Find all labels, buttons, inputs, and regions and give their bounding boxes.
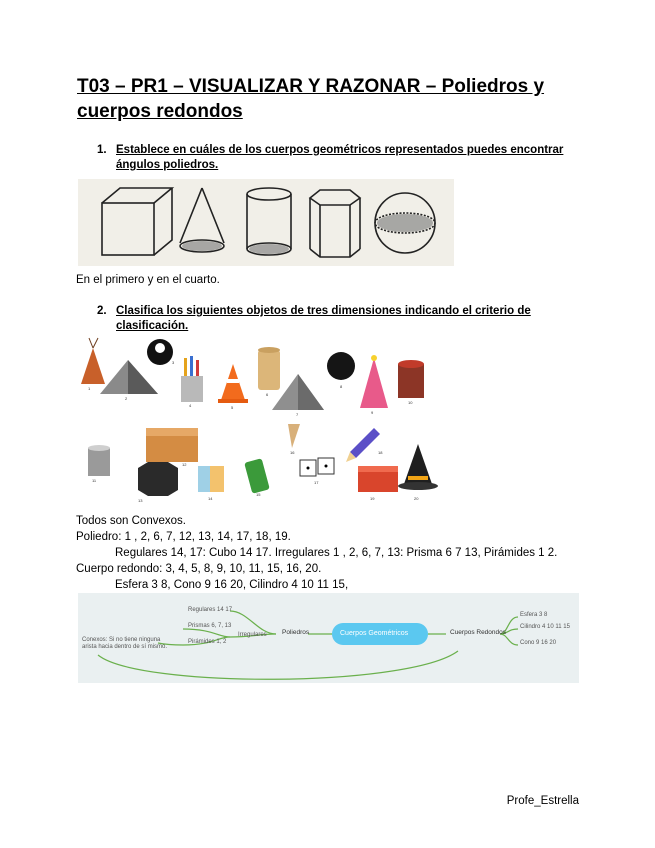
object-number-5: 5 [231,405,234,410]
geometric-shapes-figure [78,179,454,266]
object-number-9: 9 [371,410,374,415]
question-1-number: 1. [97,144,107,156]
object-number-4: 4 [189,403,192,408]
object-number-7: 7 [296,412,299,417]
footer-author: Profe_Estrella [506,795,579,807]
answer-line-5: Esfera 3 8, Cono 9 16 20, Cilindro 4 10 11 15, [115,579,349,591]
answer-line-1: Todos son Convexos. [76,515,186,527]
object-number-3: 3 [172,360,175,365]
page-title: T03 – PR1 – VISUALIZAR Y RAZONAR – Poliedros y cuerpos redondos [77,76,545,122]
question-2-number: 2. [97,305,107,317]
dice-object [300,458,334,476]
object-number-19: 19 [370,496,375,501]
question-2 [97,304,582,334]
eight-ball-object [147,339,173,365]
red-case-object [358,466,398,492]
pencil-object [346,428,380,462]
mind-map-left-branch: Poliedros [282,629,310,636]
cube-shape [102,188,172,255]
mind-map-right-branch: Cuerpos Redondos [450,629,507,636]
answer-line-4: Cuerpo redondo: 3, 4, 5, 8, 9, 10, 11, 15, 16, 20. [76,563,322,575]
question-1-answer: En el primero y en el cuarto. [76,274,220,286]
mind-map-left-item-3: Prismas 6, 7, 13 [188,623,232,629]
object-number-20: 20 [414,496,419,501]
witch-hat-object [398,444,438,490]
mind-map-right-item-2: Cilindro 4 10 11 15 [520,624,570,630]
object-number-2: 2 [125,396,128,401]
tin-can-object [88,445,110,476]
paint-can-object [398,360,424,398]
object-number-12: 12 [182,462,187,467]
question-1 [97,143,582,173]
question-2-text: Clasifica los siguientes objetos de tres dimensiones indicando el criterio de clasificación. [116,305,531,332]
tepee-object [81,338,105,384]
object-number-13: 13 [138,498,143,503]
object-number-6: 6 [266,392,269,397]
pyramid-object [100,360,158,394]
mind-map-left-item-2: Irregulares [238,632,267,638]
objects-collage [78,336,443,506]
object-number-1: 1 [88,386,91,391]
pencil-can-object [181,356,203,402]
mind-map-left-item-4: Pirámides 1, 2 [188,639,227,645]
object-number-11: 11 [92,478,97,483]
mind-map [78,593,579,683]
octagonal-box-object [138,462,178,496]
geometric-shapes-drawing [78,179,454,266]
object-number-18: 18 [378,450,383,455]
answer-line-2: Poliedro: 1 , 2, 6, 7, 12, 13, 14, 17, 18, 19. [76,531,291,543]
answer-line-3: Regulares 14, 17: Cubo 14 17. Irregulares 1 , 2, 6, 7, 13: Prisma 6 7 13, Pirámides 1 2. [115,547,558,559]
mind-map-right-item-1: Esfera 3 8 [520,612,548,618]
cardboard-box-object [146,428,198,462]
object-number-8: 8 [340,384,343,389]
ice-cream-cone-object [288,424,300,448]
question-1-text: Establece en cuáles de los cuerpos geométricos representados puedes encontrar ángulos poliedros. [116,144,564,171]
mind-map-right-item-3: Cono 9 16 20 [520,640,557,646]
object-number-17: 17 [314,480,319,485]
alphabet-block-object [198,466,224,492]
hexagonal-prism-shape [310,190,360,257]
party-hat-object [360,355,388,408]
mind-map-left-item-1: Regulares 14 17 [188,607,233,613]
soda-can-object [244,458,270,494]
traffic-cone-object [218,364,248,403]
wooden-cup-object [258,347,280,390]
mind-map-left-note: Conexos: Si no tiene ninguna arista hacia dentro de sí mismo. [82,637,168,650]
object-number-15: 15 [256,492,261,497]
object-number-14: 14 [208,496,213,501]
bowling-ball-object [327,352,355,380]
mind-map-center: Cuerpos Geométricos [340,630,409,637]
object-number-10: 10 [408,400,413,405]
object-number-16: 16 [290,450,295,455]
